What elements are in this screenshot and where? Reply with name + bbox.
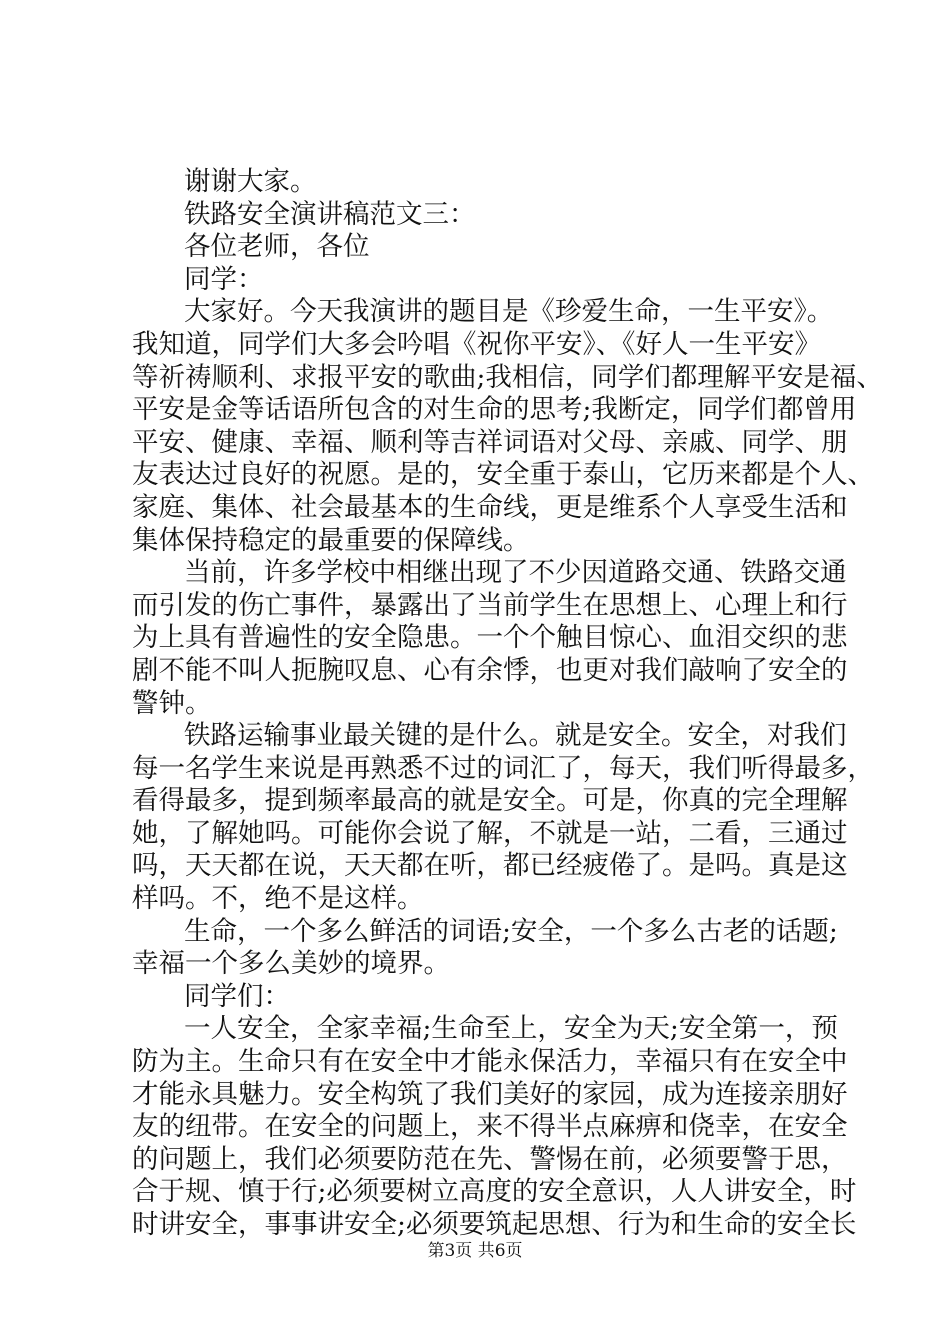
text-line: 大家好。今天我演讲的题目是《珍爱生命，一生平安》。 xyxy=(184,296,834,328)
text-line: 她，了解她吗。可能你会说了解，不就是一站，二看，三通过 xyxy=(132,817,848,849)
text-line: 为上具有普遍性的安全隐患。一个个触目惊心、血泪交织的悲 xyxy=(132,622,848,654)
text-line: 每一名学生来说是再熟悉不过的词汇了，每天，我们听得最多， xyxy=(132,752,874,784)
text-line: 时讲安全，事事讲安全;必须要筑起思想、行为和生命的安全长 xyxy=(132,1209,857,1240)
text-line: 而引发的伤亡事件，暴露出了当前学生在思想上、心理上和行 xyxy=(132,589,848,621)
text-line: 等祈祷顺利、求报平安的歌曲;我相信，同学们都理解平安是福、 xyxy=(132,361,883,393)
text-line: 生命，一个多么鲜活的词语;安全，一个多么古老的话题; xyxy=(184,915,838,947)
salutation-line: 同学们： xyxy=(184,980,290,1012)
document-body xyxy=(132,166,883,1242)
salutation-line: 同学： xyxy=(184,263,264,295)
text-line: 吗，天天都在说，天天都在听，都已经疲倦了。是吗。真是这 xyxy=(132,850,848,882)
salutation-line: 各位老师，各位 xyxy=(184,231,370,263)
text-line: 家庭、集体、社会最基本的生命线，更是维系个人享受生活和 xyxy=(132,491,848,523)
text-line: 铁路运输事业最关键的是什么。就是安全。安全，对我们 xyxy=(184,720,847,752)
text-line: 防为主。生命只有在安全中才能永保活力，幸福只有在安全中 xyxy=(132,1046,848,1078)
text-line: 看得最多，提到频率最高的就是安全。可是，你真的完全理解 xyxy=(132,785,848,817)
text-line: 谢谢大家。 xyxy=(184,166,317,197)
text-line: 样吗。不，绝不是这样。 xyxy=(132,883,424,915)
text-line: 我知道，同学们大多会吟唱《祝你平安》、《好人一生平安》 xyxy=(132,328,821,360)
text-line: 友表达过良好的祝愿。是的，安全重于泰山，它历来都是个人、 xyxy=(132,459,874,491)
text-line: 剧不能不叫人扼腕叹息、心有余悸，也更对我们敲响了安全的 xyxy=(132,654,848,686)
text-line: 友的纽带。在安全的问题上，来不得半点麻痹和侥幸，在安全 xyxy=(132,1111,848,1143)
text-line: 警钟。 xyxy=(132,687,212,719)
section-heading: 铁路安全演讲稿范文三： xyxy=(184,198,476,230)
text-line: 平安是金等话语所包含的对生命的思考;我断定，同学们都曾用 xyxy=(132,394,857,426)
text-line: 合于规、慎于行;必须要树立高度的安全意识，人人讲安全，时 xyxy=(132,1176,857,1208)
text-line: 当前，许多学校中相继出现了不少因道路交通、铁路交通 xyxy=(184,557,847,589)
text-line: 集体保持稳定的最重要的保障线。 xyxy=(132,524,530,556)
text-line: 才能永具魅力。安全构筑了我们美好的家园，成为连接亲朋好 xyxy=(132,1078,848,1110)
text-line: 幸福一个多么美妙的境界。 xyxy=(132,948,450,980)
page-number: 第3页 共6页 xyxy=(427,1241,523,1261)
text-line: 的问题上，我们必须要防范在先、警惕在前，必须要警于思， xyxy=(132,1143,848,1175)
text-line: 平安、健康、幸福、顺利等吉祥词语对父母、亲戚、同学、朋 xyxy=(132,426,848,458)
text-line: 一人安全，全家幸福;生命至上，安全为天;安全第一，预 xyxy=(184,1013,838,1045)
